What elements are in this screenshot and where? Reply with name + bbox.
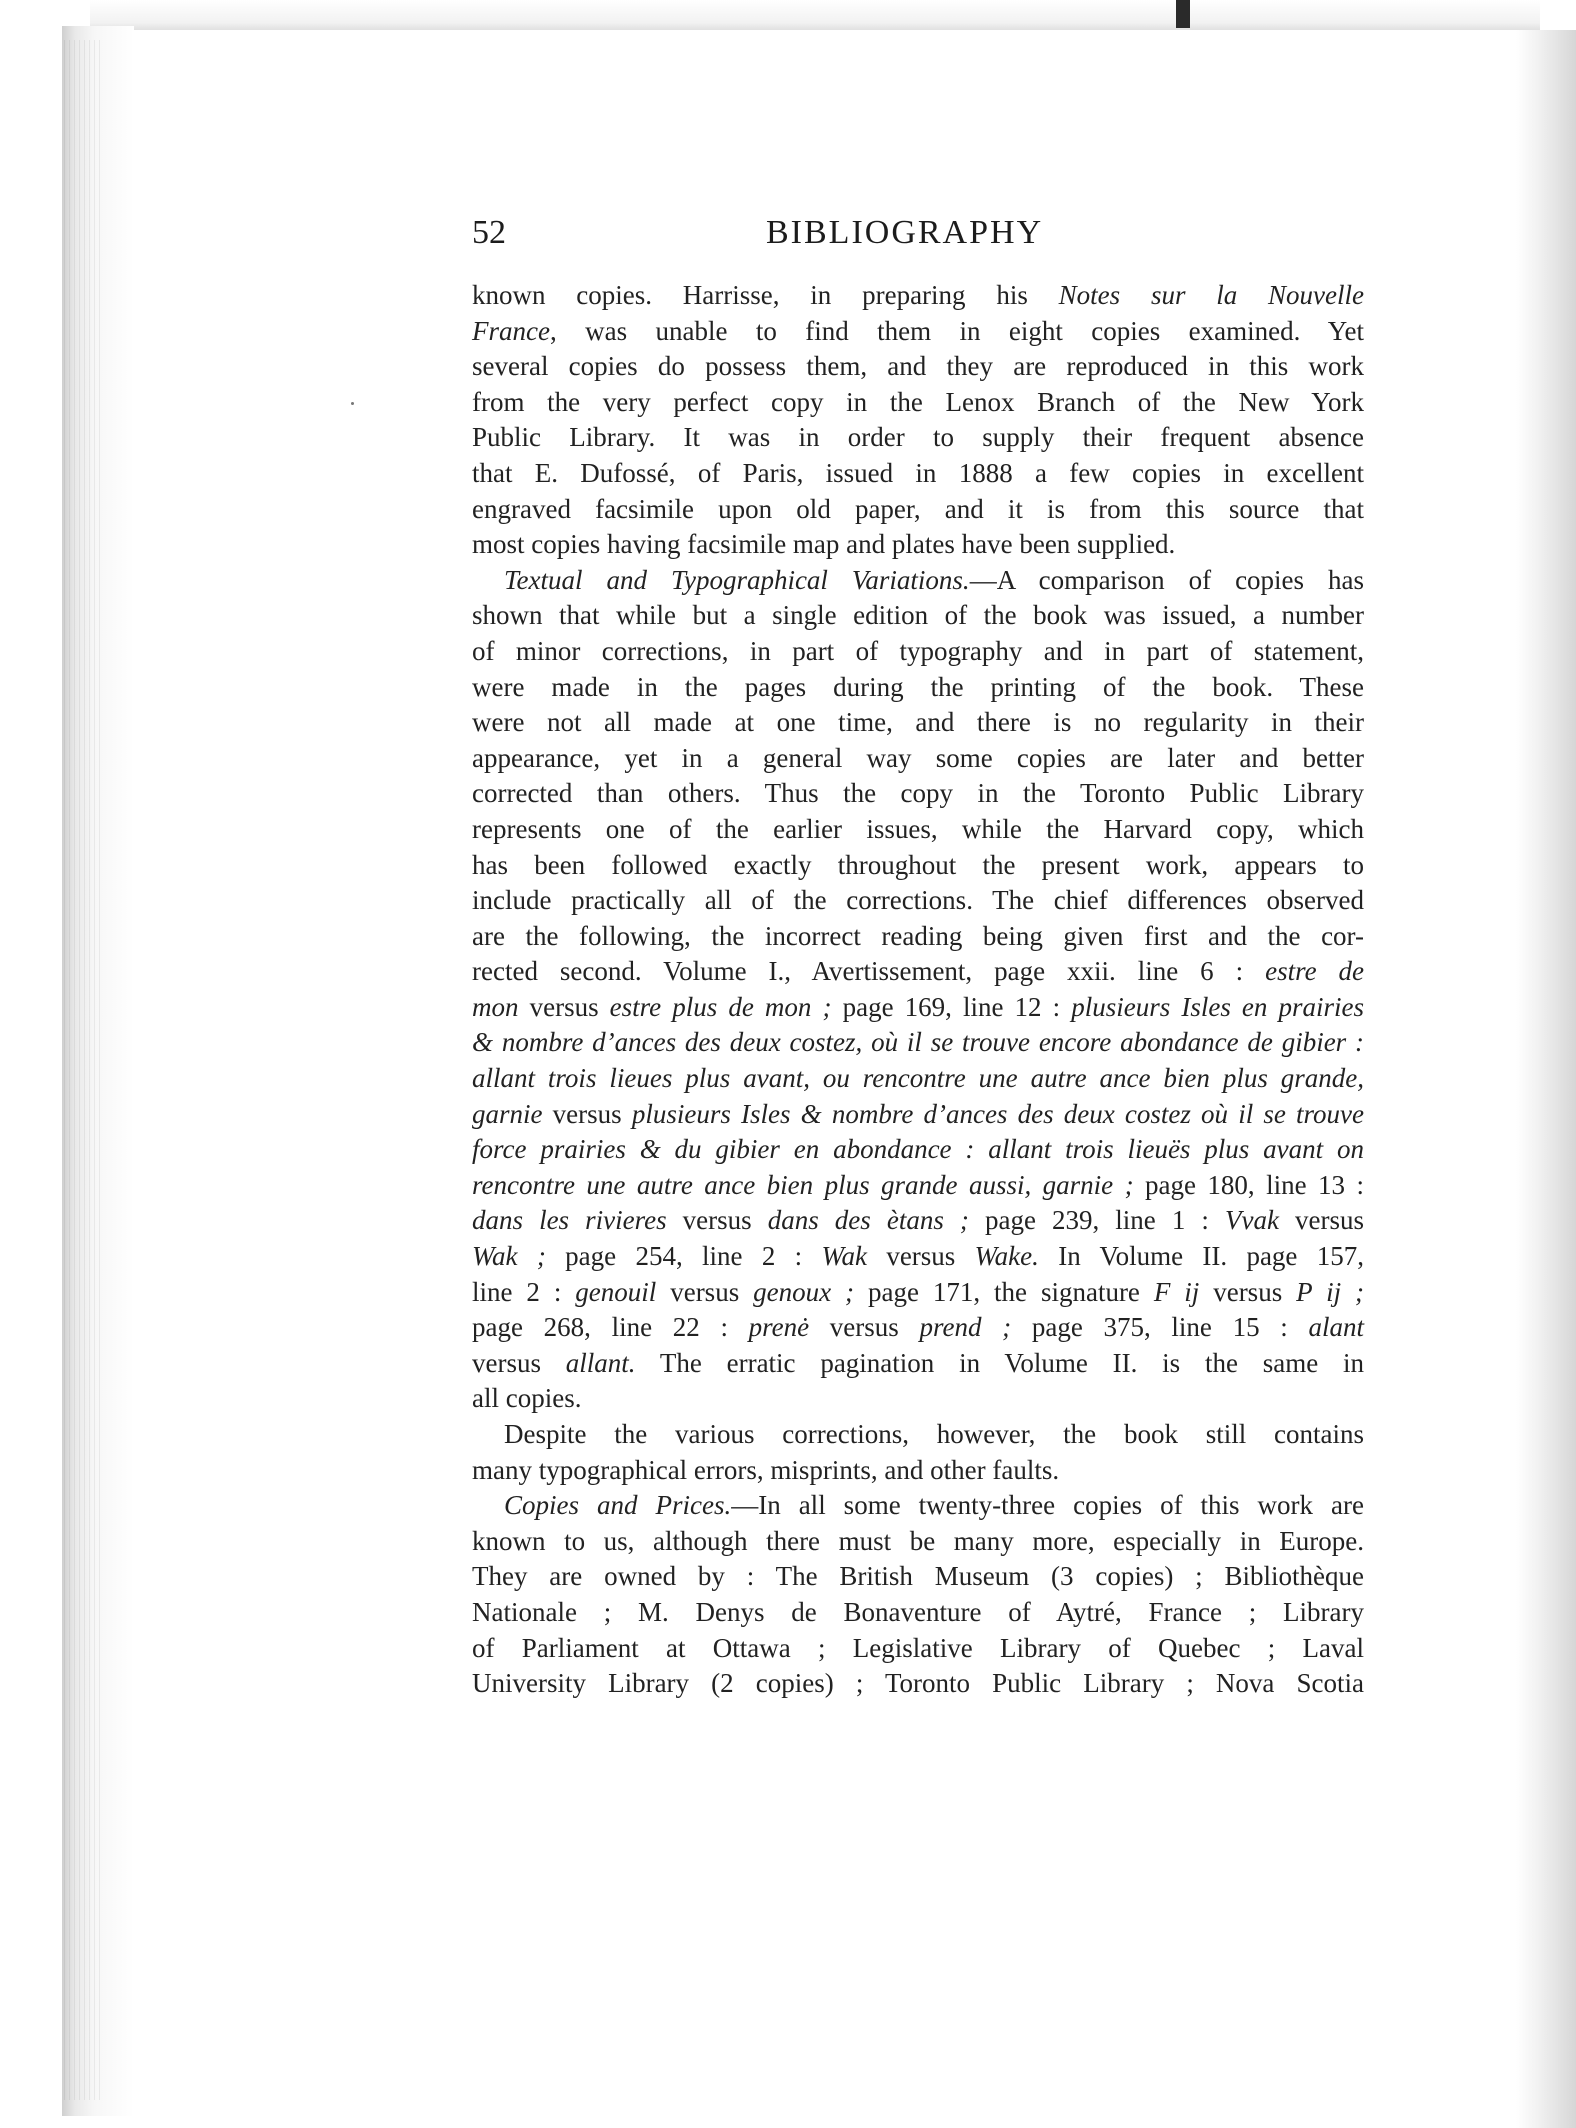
text-line [472,883,1364,919]
text-line [472,1025,1364,1061]
text-run: represents one of the earlier issues, while the Harvard copy, which [472,813,1364,844]
text-run: Nationale ; M. Denys de Bonaventure of Aytré, France ; Library [472,1596,1364,1627]
page-right-edge [1516,30,1576,2128]
text-line [472,1310,1364,1346]
text-run: all copies. [472,1383,582,1414]
italic-text: France [472,315,550,346]
italic-text: allant trois lieues plus avant, ou rencontre une autre ance bien plus grande, [472,1063,1364,1094]
italic-text: garnie [472,1098,543,1129]
text-run: Despite the various corrections, however, the book still contains [504,1419,1364,1449]
text-run: page 375, line 15 : [1011,1312,1309,1343]
text-run: of minor corrections, in part of typography and in part of statement, [472,635,1364,666]
stray-mark [351,402,354,405]
text-run: versus [1199,1276,1297,1307]
text-run: page 239, line 1 : [968,1205,1225,1236]
text-line [472,349,1364,385]
text-run: include practically all of the corrections. The chief differences observed [472,885,1364,916]
text-run: versus [867,1241,975,1272]
text-line [472,1524,1364,1560]
text-run: page 171, the signature [854,1276,1154,1307]
text-line [472,1168,1364,1204]
italic-text: genoux ; [753,1276,855,1307]
text-run: page 254, line 2 : [545,1241,822,1272]
italic-text: Notes sur la Nouvelle [1058,280,1365,310]
italic-text: Vvak [1224,1205,1279,1236]
text-line [472,1666,1364,1702]
italic-text: rencontre une autre ance bien plus grande aussi, garnie ; [472,1169,1134,1200]
text-line [472,990,1364,1026]
text-line [472,278,1364,314]
running-head: BIBLIOGRAPHY [766,214,1044,251]
text-run: —A comparison of copies has [969,564,1364,595]
text-run: , was unable to find them in eight copies examined. Yet [549,315,1364,346]
italic-text: estre de [1265,956,1365,987]
page-top-edge [90,0,1540,32]
text-line [472,385,1364,421]
body-text [472,278,1364,1702]
text-line [472,1203,1364,1239]
text-run: known copies. Harrisse, in preparing his [472,280,1059,310]
text-run: were not all made at one time, and there is no regularity in their [472,707,1364,738]
italic-text: prend ; [919,1312,1012,1343]
text-run: page 268, line 22 : [472,1312,749,1343]
text-run: most copies having facsimile map and plates have been supplied. [472,529,1176,560]
text-run: from the very perfect copy in the Lenox Branch of the New York [472,386,1364,417]
italic-text: Wake. [974,1241,1039,1272]
text-line [472,634,1364,670]
text-run: many typographical errors, misprints, and other faults. [472,1454,1060,1485]
text-run: are the following, the incorrect reading being given first and the cor- [472,920,1364,951]
italic-text: dans les rivieres [472,1205,667,1236]
text-line [472,848,1364,884]
text-line [472,1453,1364,1489]
text-line [472,1132,1364,1168]
scan-dark-mark [1176,0,1190,28]
text-line [472,812,1364,848]
italic-text: F ij [1153,1276,1200,1307]
text-line [472,741,1364,777]
italic-text: dans des ètans ; [767,1205,969,1236]
text-run: versus [1278,1205,1365,1236]
text-line [472,1559,1364,1595]
text-line [472,456,1364,492]
italic-text: alant [1308,1312,1364,1343]
text-run: shown that while but a single edition of the book was issued, a number [472,600,1364,631]
text-line [472,420,1364,456]
text-run: versus [542,1098,632,1129]
text-line [472,776,1364,812]
text-run: page 180, line 13 : [1133,1169,1364,1200]
text-run: page 169, line 12 : [831,991,1072,1022]
italic-text: prenė [748,1312,810,1343]
italic-text: plusieurs Isles en prairies [1071,991,1364,1022]
text-line [472,598,1364,634]
text-run: versus [809,1312,920,1343]
text-run: Public Library. It was in order to supply their frequent absence [472,422,1364,453]
text-line [472,1097,1364,1133]
text-run: line 2 : [472,1276,576,1307]
text-run: versus [518,991,610,1022]
italic-text: P ij ; [1296,1276,1364,1307]
text-run: known to us, although there must be many more, especially in Europe. [472,1525,1364,1556]
italic-text: Wak ; [472,1241,546,1272]
italic-text: & nombre d’ances des deux costez, où il se trouve encore abondance de gibier : [472,1027,1364,1058]
text-line [472,1346,1364,1382]
italic-text: allant. [565,1347,636,1378]
text-run: —In all some twenty-three copies of this work are [731,1490,1364,1521]
italic-text: plusieurs Isles & nombre d’ances des deux costez où il se trouve [631,1098,1364,1129]
text-line [472,563,1364,599]
italic-text: Textual and Typographical Variations. [504,564,970,595]
text-line [472,1417,1364,1453]
text-line [472,1595,1364,1631]
text-line [472,1631,1364,1667]
text-line [472,670,1364,706]
italic-text: estre plus de mon ; [609,991,832,1022]
text-run: that E. Dufossé, of Paris, issued in 1888 a few copies in excellent [472,457,1364,488]
text-line [472,1275,1364,1311]
text-run: versus [656,1276,754,1307]
page-gutter-stripes [64,40,104,2100]
text-line [472,919,1364,955]
text-run: engraved facsimile upon old paper, and it is from this source that [472,493,1364,524]
text-line [472,1488,1364,1524]
text-run: several copies do possess them, and they are reproduced in this work [472,351,1364,382]
italic-text: Copies and Prices. [504,1490,732,1521]
text-line [472,705,1364,741]
italic-text: force prairies & du gibier en abondance : allant trois lieuës plus avant on [472,1134,1364,1165]
text-run: In Volume II. page 157, [1038,1241,1364,1272]
text-run: has been followed exactly throughout the present work, appears to [472,849,1364,880]
text-line [472,1239,1364,1275]
text-run: rected second. Volume I., Avertissement, page xxii. line 6 : [472,956,1266,987]
text-run: versus [472,1347,566,1378]
page-number: 52 [472,214,506,251]
text-line [472,954,1364,990]
text-run: appearance, yet in a general way some copies are later and better [472,742,1364,773]
text-run: of Parliament at Ottawa ; Legislative Library of Quebec ; Laval [472,1632,1364,1663]
italic-text: mon [472,991,519,1022]
text-run: University Library (2 copies) ; Toronto Public Library ; Nova Scotia [472,1668,1364,1699]
text-line [472,1061,1364,1097]
text-run: versus [666,1205,768,1236]
text-line [472,527,1364,563]
italic-text: genouil [575,1276,657,1307]
italic-text: Wak [821,1241,867,1272]
text-run: corrected than others. Thus the copy in the Toronto Public Library [472,778,1364,809]
text-run: The erratic pagination in Volume II. is the same in [635,1347,1364,1378]
text-line [472,1381,1364,1417]
text-run: were made in the pages during the printing of the book. These [472,671,1364,702]
text-line [472,314,1364,350]
text-run: They are owned by : The British Museum (3 copies) ; Bibliothèque [472,1561,1364,1592]
text-line [472,492,1364,528]
